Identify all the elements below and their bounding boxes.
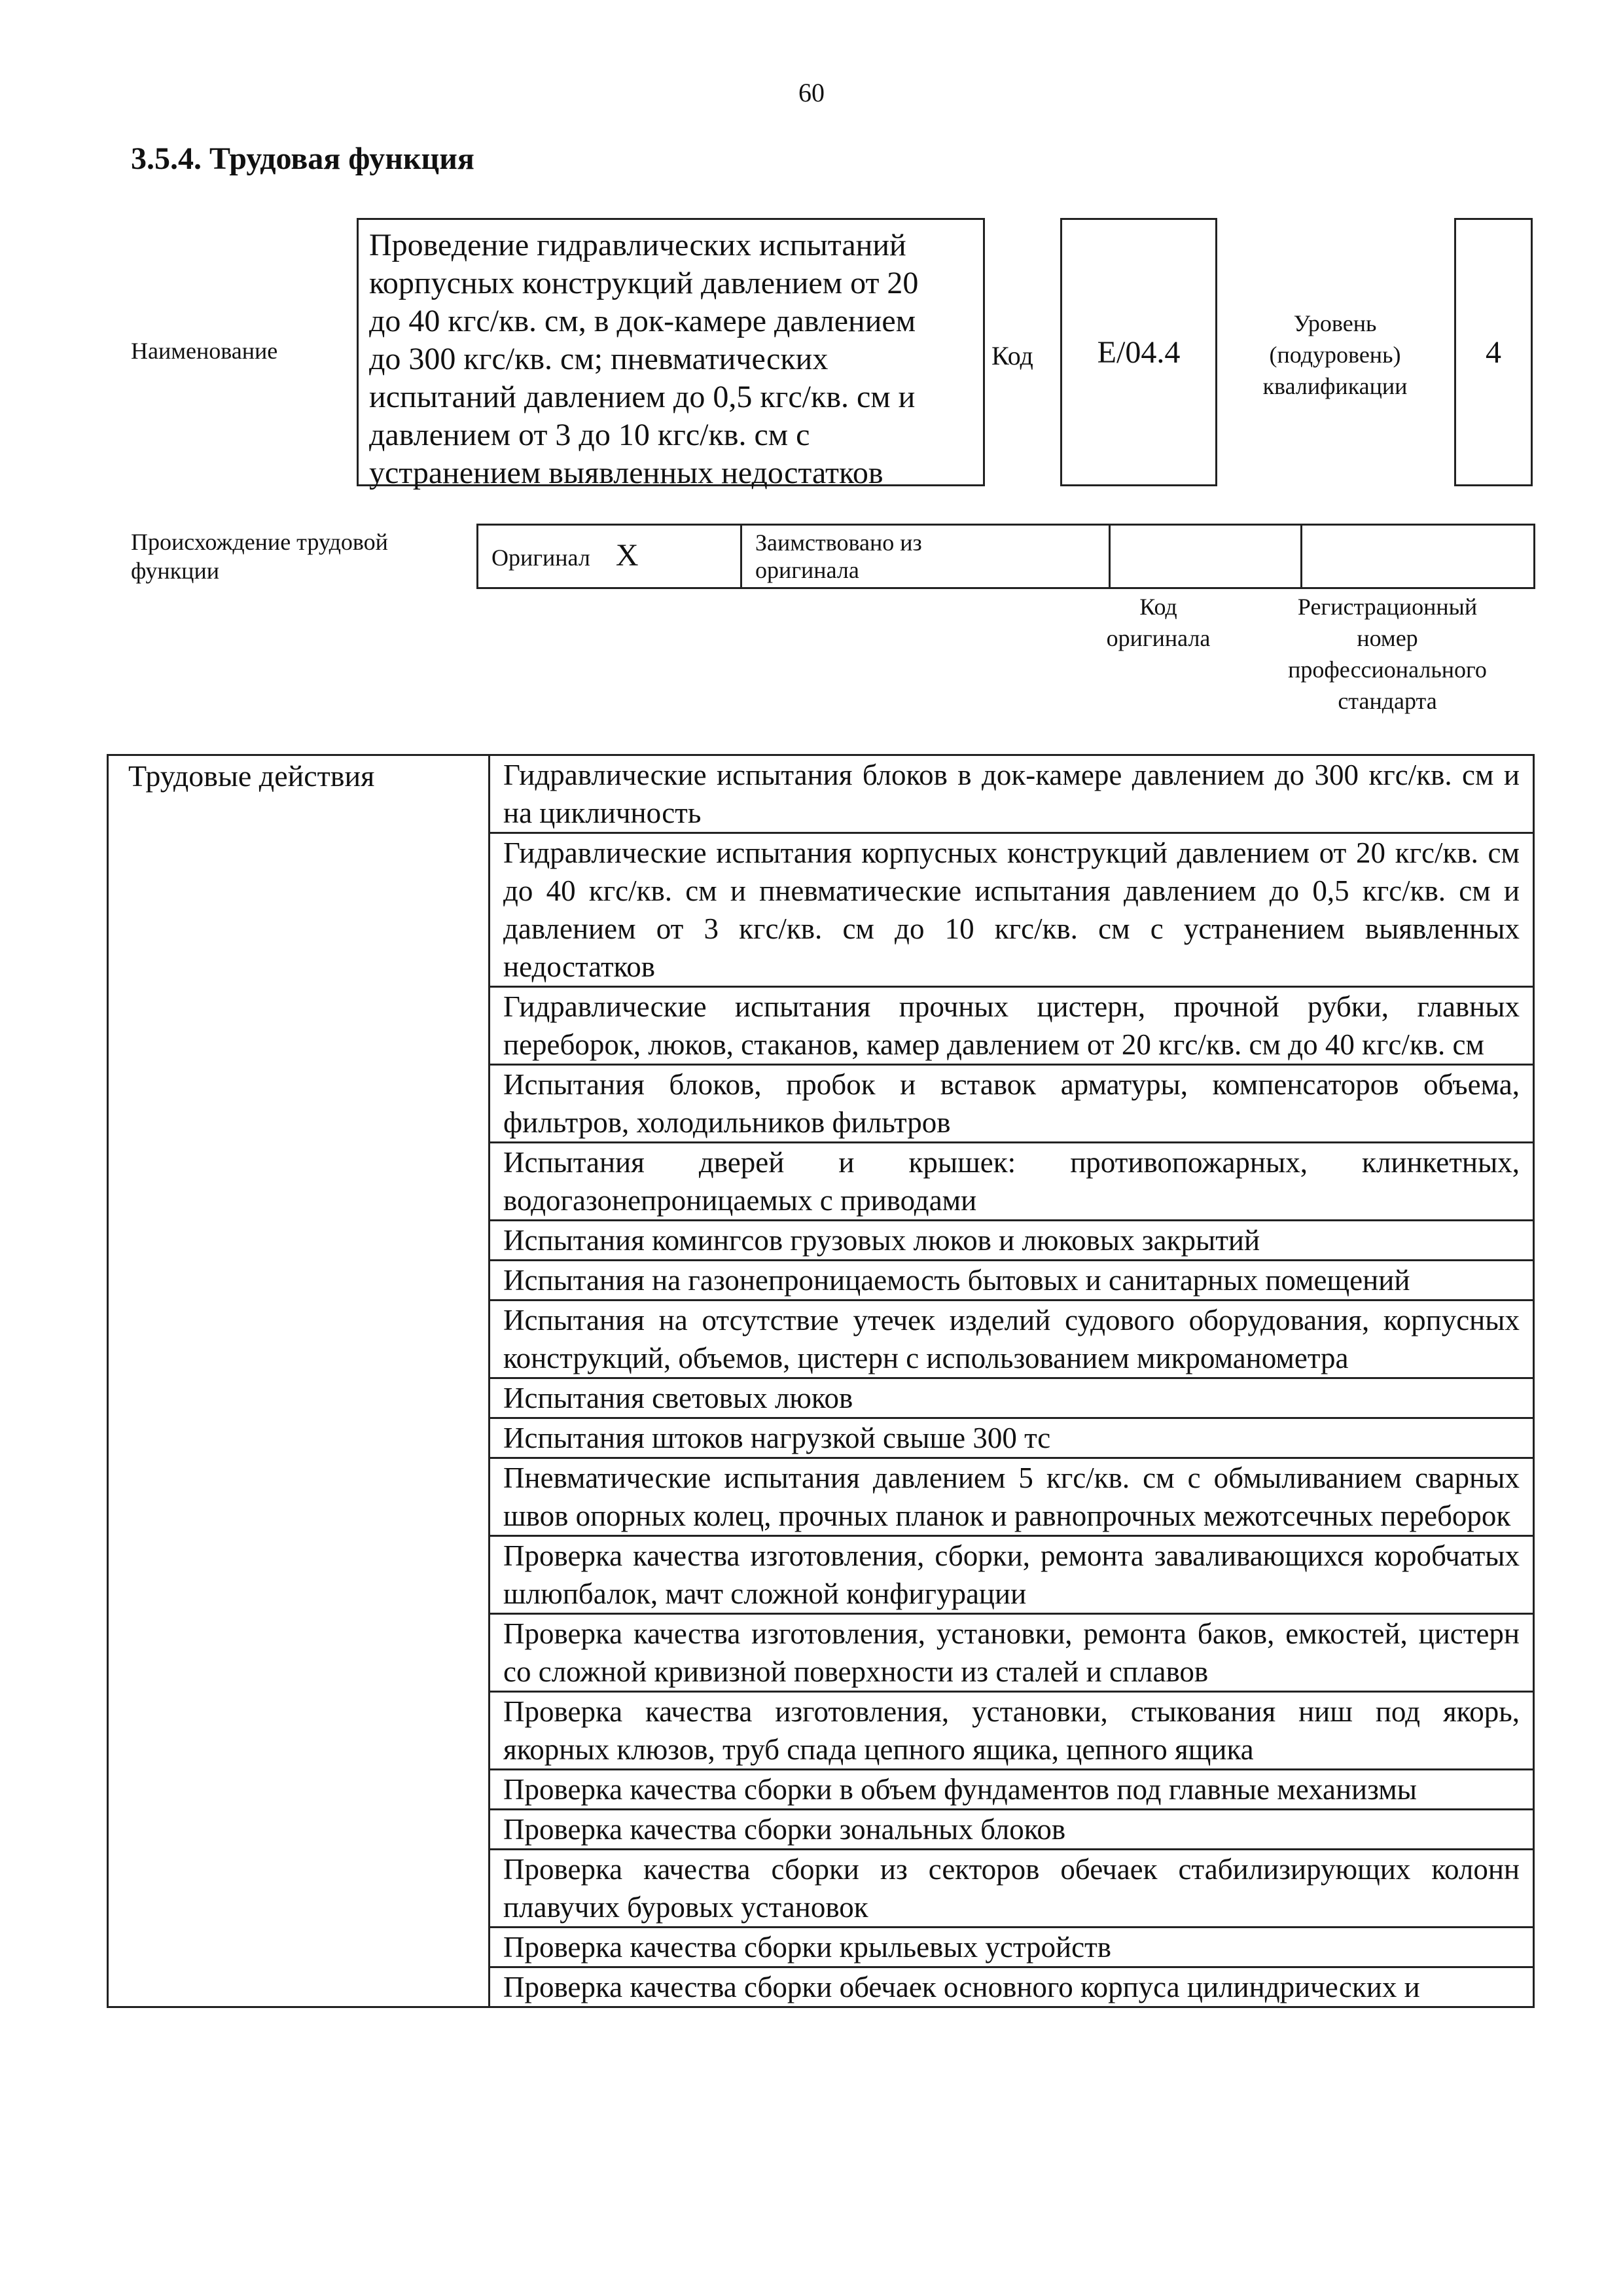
labor-action-item: Испытания комингсов грузовых люков и люковых закрытий (490, 1221, 1534, 1261)
section-heading: 3.5.4. Трудовая функция (131, 141, 474, 176)
page-number: 60 (798, 78, 825, 107)
labor-actions-table (107, 754, 1535, 2008)
name-label: Наименование (131, 338, 278, 364)
level-label-line: Уровень (1293, 310, 1377, 336)
function-name-line: до 40 кгс/кв. см, в док-камере давлением (369, 304, 916, 338)
level-label-line: квалификации (1262, 373, 1408, 399)
labor-action-item: Испытания на газонепроницаемость бытовых и санитарных помещений (490, 1261, 1534, 1300)
labor-action-item: Проверка качества сборки из секторов обечаек стабилизирующих колонн плавучих буровых установок (490, 1850, 1534, 1928)
original-cell (478, 525, 741, 588)
level-label-line: (подуровень) (1269, 342, 1401, 368)
function-name-box (357, 218, 985, 490)
labor-action-item: Проверка качества изготовления, установки, ремонта баков, емкостей, цистерн со сложной кривизной поверхности из сталей и сплавов (490, 1614, 1534, 1692)
borrowed-label-line: оригинала (755, 557, 859, 583)
borrowed-label-line: Заимствовано из (755, 529, 922, 556)
labor-action-item: Испытания дверей и крышек: противопожарных, клинкетных, водогазонепроницаемых с приводами (490, 1143, 1534, 1221)
labor-action-item: Проверка качества сборки в объем фундаментов под главные механизмы (490, 1770, 1534, 1810)
function-name-line: Проведение гидравлических испытаний (369, 228, 906, 262)
function-name-line: давлением от 3 до 10 кгс/кв. см с (369, 418, 810, 452)
origin-label (131, 528, 458, 585)
caption-line: оригинала (1106, 625, 1211, 651)
function-name-line: устранением выявленных недостатков (369, 456, 883, 490)
code-value: E/04.4 (1097, 334, 1181, 370)
caption-line: профессионального (1288, 656, 1487, 683)
function-name-line: испытаний давлением до 0,5 кгс/кв. см и (369, 380, 916, 414)
labor-action-item: Проверка качества сборки зональных блоков (490, 1810, 1534, 1850)
caption-line: номер (1357, 625, 1418, 651)
labor-action-item: Гидравлические испытания корпусных конструкций давлением от 20 кгс/кв. см до 40 кгс/кв. см и пневматические испытания давлением до 0,5 кгс/кв. см и давлением от 3 кгс/кв. см до 10 кгс/кв. см с устранением выявленных недостатков (490, 833, 1534, 987)
origin-table (476, 524, 1535, 589)
labor-action-item: Проверка качества сборки крыльевых устройств (490, 1928, 1534, 1967)
original-code-caption (1073, 591, 1243, 654)
original-mark: X (615, 537, 639, 573)
labor-action-item: Испытания световых люков (490, 1378, 1534, 1418)
labor-action-item: Испытания блоков, пробок и вставок арматуры, компенсаторов объема, фильтров, холодильников фильтров (490, 1065, 1534, 1143)
origin-label-line: Происхождение трудовой (131, 529, 388, 555)
labor-action-item: Проверка качества изготовления, установки, стыкования ниш под якорь, якорных клюзов, труб спада цепного ящика, цепного ящика (490, 1692, 1534, 1770)
labor-action-item: Гидравлические испытания прочных цистерн, прочной рубки, главных переборок, люков, стаканов, камер давлением от 20 кгс/кв. см до 40 кгс/кв. см (490, 987, 1534, 1065)
original-code-cell (1110, 525, 1302, 588)
caption-line: Регистрационный (1297, 594, 1478, 620)
borrowed-cell (741, 525, 1110, 588)
labor-action-item: Испытания на отсутствие утечек изделий судового оборудования, корпусных конструкций, объемов, цистерн с использованием микроманометра (490, 1300, 1534, 1378)
table-row (108, 755, 1534, 833)
code-label: Код (991, 341, 1033, 370)
labor-action-item: Проверка качества изготовления, сборки, ремонта заваливающихся коробчатых шлюпбалок, мачт сложной конфигурации (490, 1536, 1534, 1614)
qualification-level-box (1454, 218, 1533, 486)
qualification-level-value: 4 (1486, 334, 1501, 370)
function-name-line: до 300 кгс/кв. см; пневматических (369, 342, 829, 376)
labor-action-item: Испытания штоков нагрузкой свыше 300 тс (490, 1418, 1534, 1458)
caption-line: Код (1139, 594, 1177, 620)
reg-number-caption (1243, 591, 1531, 717)
code-value-box (1060, 218, 1217, 486)
original-label: Оригинал (491, 544, 590, 571)
labor-action-item: Пневматические испытания давлением 5 кгс/кв. см с обмыливанием сварных швов опорных колец, прочных планок и равнопрочных межотсечных переборок (490, 1458, 1534, 1536)
reg-number-cell (1302, 525, 1535, 588)
qualification-level-label (1243, 308, 1427, 402)
origin-label-line: функции (131, 558, 219, 584)
function-name-line: корпусных конструкций давлением от 20 (369, 266, 919, 300)
labor-action-item: Гидравлические испытания блоков в док-камере давлением до 300 кгс/кв. см и на цикличность (490, 755, 1534, 833)
labor-actions-header: Трудовые действия (108, 755, 490, 2007)
labor-action-item: Проверка качества сборки обечаек основного корпуса цилиндрических и (490, 1967, 1534, 2007)
caption-line: стандарта (1338, 688, 1437, 714)
